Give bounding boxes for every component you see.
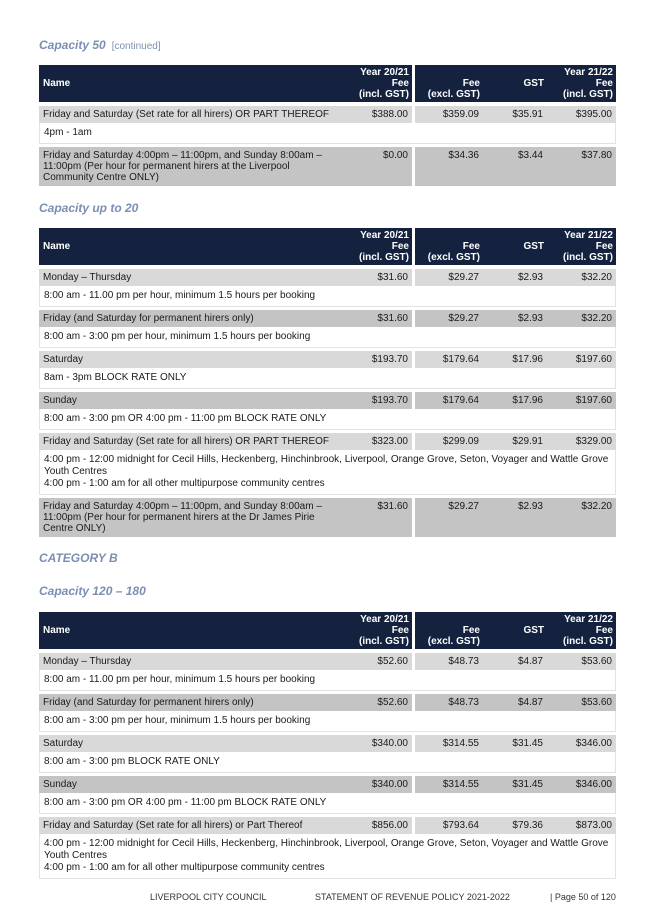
row-description-text <box>39 409 616 430</box>
row-fee-2021: $0.00 <box>344 144 412 186</box>
header-fee-2021: Year 20/21 Fee (incl. GST) <box>344 65 412 103</box>
row-name: Monday – Thursday <box>39 650 344 670</box>
row-gst: $17.96 <box>483 389 547 409</box>
description-line: 4pm - 1am <box>44 127 92 138</box>
row-gst: $17.96 <box>483 348 547 368</box>
table-row <box>39 732 616 752</box>
table-row <box>39 495 616 537</box>
description-line: 4:00 pm - 12:00 midnight for Cecil Hills, Heckenberg, Hinchinbrook, Liverpool, Orange Grove, Seton, Voyager and Wattle Grove Youth Centres <box>44 838 609 861</box>
row-fee-2122: $346.00 <box>547 773 616 793</box>
description-line: 8:00 am - 3:00 pm per hour, minimum 1.5 hours per booking <box>44 331 311 342</box>
row-fee-excl: $179.64 <box>415 389 483 409</box>
table-row <box>39 307 616 327</box>
header-fee-2122: Year 21/22 Fee (incl. GST) <box>547 612 616 650</box>
description-line: 8:00 am - 3:00 pm BLOCK RATE ONLY <box>44 756 220 767</box>
table-row <box>39 389 616 409</box>
header-name: Name <box>39 228 344 266</box>
row-gst: $35.91 <box>483 103 547 123</box>
row-gst: $2.93 <box>483 307 547 327</box>
description-line: 8:00 am - 11.00 pm per hour, minimum 1.5 hours per booking <box>44 290 316 301</box>
description-line: 8:00 am - 11.00 pm per hour, minimum 1.5 hours per booking <box>44 674 316 685</box>
table-header <box>39 65 616 103</box>
row-description <box>39 711 616 732</box>
row-gst: $31.45 <box>483 732 547 752</box>
row-fee-excl: $314.55 <box>415 773 483 793</box>
row-description-text <box>39 670 616 691</box>
row-fee-excl: $299.09 <box>415 430 483 450</box>
footer-page-number: | Page 50 of 120 <box>550 892 616 902</box>
row-description <box>39 286 616 307</box>
header-gst: GST <box>483 65 547 103</box>
footer-org: LIVERPOOL CITY COUNCIL <box>150 892 267 902</box>
category-b-heading <box>39 551 118 565</box>
header-gst: GST <box>483 228 547 266</box>
fee-table-capacity-20 <box>39 228 616 537</box>
row-fee-2021: $388.00 <box>344 103 412 123</box>
footer-doc-title: STATEMENT OF REVENUE POLICY 2021-2022 <box>315 892 510 902</box>
header-gst: GST <box>483 612 547 650</box>
table-row <box>39 430 616 450</box>
row-fee-2021: $52.60 <box>344 650 412 670</box>
row-fee-2021: $193.70 <box>344 348 412 368</box>
row-name: Friday (and Saturday for permanent hirers only) <box>39 691 344 711</box>
row-fee-2021: $31.60 <box>344 266 412 286</box>
section-title-text: Capacity 50 <box>39 38 106 52</box>
table-row <box>39 814 616 834</box>
header-fee-2122: Year 21/22 Fee (incl. GST) <box>547 228 616 266</box>
row-fee-excl: $793.64 <box>415 814 483 834</box>
table-header <box>39 612 616 650</box>
section-title-capacity-20 <box>39 201 138 215</box>
row-description-text <box>39 834 616 879</box>
table-row <box>39 691 616 711</box>
row-fee-2122: $32.20 <box>547 307 616 327</box>
description-line: 4:00 pm - 1:00 am for all other multipurpose community centres <box>44 862 325 873</box>
description-line: 4:00 pm - 1:00 am for all other multipurpose community centres <box>44 478 325 489</box>
row-name: Sunday <box>39 389 344 409</box>
row-name: Friday (and Saturday for permanent hirers only) <box>39 307 344 327</box>
row-gst: $29.91 <box>483 430 547 450</box>
section-title-capacity-50 <box>39 38 161 52</box>
row-gst: $4.87 <box>483 691 547 711</box>
header-fee-excl: Fee (excl. GST) <box>415 65 483 103</box>
row-name: Friday and Saturday (Set rate for all hirers) OR PART THEREOF <box>39 103 344 123</box>
row-gst: $2.93 <box>483 495 547 537</box>
row-description-text <box>39 286 616 307</box>
row-fee-2021: $193.70 <box>344 389 412 409</box>
row-name: Monday – Thursday <box>39 266 344 286</box>
row-description-text <box>39 752 616 773</box>
fee-table-capacity-120-180 <box>39 612 616 879</box>
description-line: 8:00 am - 3:00 pm OR 4:00 pm - 11:00 pm BLOCK RATE ONLY <box>44 797 327 808</box>
row-fee-excl: $179.64 <box>415 348 483 368</box>
row-fee-2021: $856.00 <box>344 814 412 834</box>
fee-table-capacity-50 <box>39 65 616 186</box>
description-line: 4:00 pm - 12:00 midnight for Cecil Hills, Heckenberg, Hinchinbrook, Liverpool, Orange Grove, Seton, Voyager and Wattle Grove Youth Centres <box>44 454 609 477</box>
row-description <box>39 409 616 430</box>
section-title-capacity-120-180 <box>39 584 146 598</box>
row-fee-excl: $48.73 <box>415 691 483 711</box>
header-name: Name <box>39 612 344 650</box>
row-fee-2021: $31.60 <box>344 495 412 537</box>
row-fee-2122: $329.00 <box>547 430 616 450</box>
row-name: Saturday <box>39 348 344 368</box>
header-fee-2021: Year 20/21 Fee (incl. GST) <box>344 228 412 266</box>
table-row <box>39 650 616 670</box>
row-fee-excl: $29.27 <box>415 495 483 537</box>
row-name: Friday and Saturday (Set rate for all hirers) or Part Thereof <box>39 814 344 834</box>
row-fee-2122: $37.80 <box>547 144 616 186</box>
row-gst: $3.44 <box>483 144 547 186</box>
row-description-text <box>39 123 616 144</box>
row-gst: $31.45 <box>483 773 547 793</box>
row-fee-excl: $29.27 <box>415 307 483 327</box>
row-description-text <box>39 793 616 814</box>
row-fee-2021: $52.60 <box>344 691 412 711</box>
row-fee-excl: $34.36 <box>415 144 483 186</box>
row-fee-2021: $323.00 <box>344 430 412 450</box>
row-name: Sunday <box>39 773 344 793</box>
row-description-text <box>39 711 616 732</box>
row-description <box>39 450 616 495</box>
table-row <box>39 266 616 286</box>
header-fee-2021: Year 20/21 Fee (incl. GST) <box>344 612 412 650</box>
row-fee-2122: $873.00 <box>547 814 616 834</box>
header-name: Name <box>39 65 344 103</box>
row-name: Friday and Saturday 4:00pm – 11:00pm, and Sunday 8:00am – 11:00pm (Per hour for permanent hirers at the Dr James Pirie Centre ONLY) <box>39 495 344 537</box>
header-fee-excl: Fee (excl. GST) <box>415 228 483 266</box>
header-fee-excl: Fee (excl. GST) <box>415 612 483 650</box>
description-line: 8:00 am - 3:00 pm OR 4:00 pm - 11:00 pm BLOCK RATE ONLY <box>44 413 327 424</box>
row-fee-excl: $359.09 <box>415 103 483 123</box>
row-name: Friday and Saturday 4:00pm – 11:00pm, and Sunday 8:00am – 11:00pm (Per hour for permanent hirers at the Liverpool Community Centre ONLY) <box>39 144 344 186</box>
row-gst: $4.87 <box>483 650 547 670</box>
table-row <box>39 348 616 368</box>
row-description-text <box>39 450 616 495</box>
header-fee-2122: Year 21/22 Fee (incl. GST) <box>547 65 616 103</box>
row-description <box>39 752 616 773</box>
row-description <box>39 368 616 389</box>
row-fee-2122: $53.60 <box>547 691 616 711</box>
row-gst: $79.36 <box>483 814 547 834</box>
row-gst: $2.93 <box>483 266 547 286</box>
row-fee-2021: $340.00 <box>344 773 412 793</box>
description-line: 8am - 3pm BLOCK RATE ONLY <box>44 372 187 383</box>
table-row <box>39 144 616 186</box>
row-description-text <box>39 327 616 348</box>
row-fee-excl: $314.55 <box>415 732 483 752</box>
table-row <box>39 773 616 793</box>
continued-label: [continued] <box>111 41 161 52</box>
row-fee-excl: $29.27 <box>415 266 483 286</box>
row-description <box>39 327 616 348</box>
row-description-text <box>39 368 616 389</box>
row-fee-2122: $197.60 <box>547 348 616 368</box>
table-row <box>39 103 616 123</box>
row-fee-2122: $53.60 <box>547 650 616 670</box>
row-fee-2122: $395.00 <box>547 103 616 123</box>
row-fee-2122: $197.60 <box>547 389 616 409</box>
row-description <box>39 670 616 691</box>
row-fee-2122: $32.20 <box>547 495 616 537</box>
row-description <box>39 123 616 144</box>
row-fee-excl: $48.73 <box>415 650 483 670</box>
row-fee-2021: $31.60 <box>344 307 412 327</box>
description-line: 8:00 am - 3:00 pm per hour, minimum 1.5 hours per booking <box>44 715 311 726</box>
category-b-text: CATEGORY B <box>39 551 118 565</box>
section-title-text: Capacity up to 20 <box>39 201 139 215</box>
row-name: Friday and Saturday (Set rate for all hirers) OR PART THEREOF <box>39 430 344 450</box>
row-fee-2122: $32.20 <box>547 266 616 286</box>
row-description <box>39 834 616 879</box>
row-description <box>39 793 616 814</box>
row-name: Saturday <box>39 732 344 752</box>
row-fee-2021: $340.00 <box>344 732 412 752</box>
section-title-text: Capacity 120 – 180 <box>39 584 146 598</box>
row-fee-2122: $346.00 <box>547 732 616 752</box>
table-header <box>39 228 616 266</box>
